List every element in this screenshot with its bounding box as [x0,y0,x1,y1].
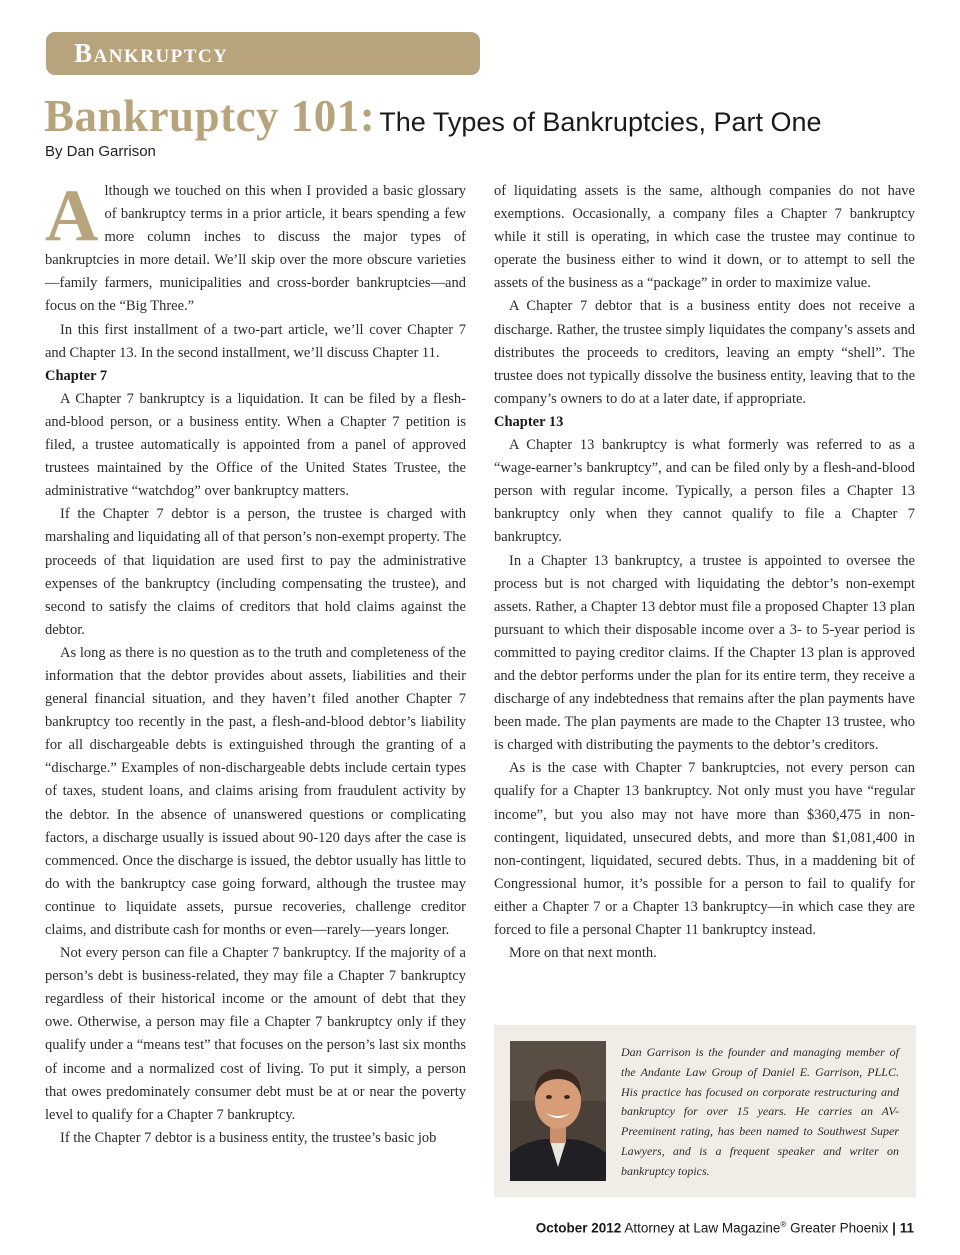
paragraph: As is the case with Chapter 7 bankruptcies, not every person can qualify for a Chapter 13 bankruptcy. Not only must you have “regular income”, but you also may not have more than $360,475 in non-contingent, liquidated, unsecured debts, and more than $1,081,400 in non-contingent, liquidated, secured debts. Thus, in a maddening bit of Congressional humor, it’s possible for a person to fail to qualify for either a Chapter 7 or a Chapter 13 bankruptcy—in which case they are forced to file a personal Chapter 11 bankruptcy instead. [494,760,915,938]
column-left [45,175,466,1150]
dropcap: A [45,175,99,257]
author-bio-box [494,1025,916,1197]
paragraph: If the Chapter 7 debtor is a business entity, the trustee’s basic job [60,1129,437,1146]
headline [44,90,822,142]
paragraph-intro [45,175,466,319]
paragraph: A Chapter 7 bankruptcy is a liquidation. It can be filed by a flesh-and-blood person, or a business entity. When a Chapter 7 petition is filed, a trustee automatically is appointed from a panel of approved trustees maintained by the Office of the United States Trustee, the administrative “watchdog” over bankruptcy matters. [45,390,466,500]
author-photo [510,1041,606,1181]
headline-main: Bankruptcy 101: [44,91,376,141]
section-label: Bankruptcy [74,38,229,68]
headline-sub: The Types of Bankruptcies, Part One [379,107,822,137]
page-footer [536,1220,914,1236]
registered-mark: ® [780,1220,787,1229]
paragraph-continued: of liquidating assets is the same, although companies do not have exemptions. Occasionally, a company files a Chapter 7 bankruptcy while it still is operating, in which case the trustee may continue to operate the business either to wind it down, or to attempt to sell the assets of the business as a “package” in order to maximize value. [494,183,915,292]
paragraph: If the Chapter 7 debtor is a person, the trustee is charged with marshaling and liquidating all of that person’s non-exempt property. The proceeds of that liquidation are used first to pay the administrative expenses of the bankruptcy (including compensating the trustee), and second to satisfy the claims of creditors that hold claims against the debtor. [45,506,466,638]
issue-date: October 2012 [535,1220,622,1236]
paragraph: In a Chapter 13 bankruptcy, a trustee is appointed to oversee the process but is not charged with liquidating the debtor’s non-exempt assets. Rather, a Chapter 13 debtor must file a proposed Chapter 13 plan pursuant to which their disposable income over a 3- to 5-year period is committed to paying creditor claims. If the Chapter 13 plan is approved and the debtor performs under the plan for its entire term, they receive a discharge of any indebtedness that remains after the plan payments have been made. The plan payments are made to the Chapter 13 trustee, who is charged with distributing the payments to the debtor’s creditors. [494,552,915,754]
paragraph: A Chapter 13 bankruptcy is what formerly was referred to as a “wage-earner’s bankruptcy”, and can be filed only by a flesh-and-blood person with regular income. Typically, a person files a Chapter 13 bankruptcy only when they cannot qualify to file a Chapter 7 bankruptcy. [494,437,915,546]
heading-chapter-13: Chapter 13 [494,413,564,430]
heading-chapter-7: Chapter 7 [45,367,108,384]
footer-separator: | [892,1220,896,1236]
author-bio: Dan Garrison is the founder and managing member of the Andante Law Group of Daniel E. Garrison, PLLC. His practice has focused on corporate restructuring and bankruptcy for over 15 years. He carries an AV-Preeminent rating, has been named to Southwest Super Lawyers, and is a frequent speaker and writer on bankruptcy topics. [621,1045,899,1178]
paragraph: As long as there is no question as to the truth and completeness of the information that the debtor provides about assets, liabilities and their general financial situation, and they haven’t filed another Chapter 7 bankruptcy too recently in the past, a flesh-and-blood debtor’s liability for all dischargeable debts is extinguished through the granting of a “discharge.” Examples of non-dischargeable debts include certain types of taxes, student loans, and claims arising from fraudulent activity by the debtor. In the absence of unanswered questions or complicating factors, a discharge usually is issued about 90-120 days after the case is commenced. Once the discharge is issued, the debtor usually has little to do with the bankruptcy case going forward, although the trustee may continue to liquidate assets, pursue recoveries, challenge creditor claims, and distribute cash for months or even—rarely—years longer. [45,644,466,938]
byline: By Dan Garrison [45,143,156,160]
paragraph: A Chapter 7 debtor that is a business entity does not receive a discharge. Rather, the trustee simply liquidates the company’s assets and distributes the proceeds to creditors, leaving an empty “shell”. The trustee does not typically dissolve the business entity, leaving that to the company’s owners to do at a later date, if appropriate. [494,298,915,407]
page-number: 11 [899,1220,914,1236]
paragraph: Not every person can file a Chapter 7 bankruptcy. If the majority of a person’s debt is business-related, they may file a Chapter 7 bankruptcy regardless of their historical income or the amount of debt that they owe. Otherwise, a person may file a Chapter 7 bankruptcy only if they qualify under a “means test” that focuses on the person’s last six months of income and a normalized cost of living. To put it simply, a person that owes predominately consumer debt must be at or near the poverty level to qualify for a Chapter 7 bankruptcy. [45,945,466,1123]
section-banner [46,32,480,75]
magazine-name: Attorney at Law Magazine [624,1220,781,1236]
author-portrait-icon [510,1041,606,1181]
paragraph: In this first installment of a two-part article, we’ll cover Chapter 7 and Chapter 13. In the second installment, we’ll discuss Chapter 11. [45,321,466,361]
edition-name: Greater Phoenix [790,1220,889,1236]
column-right [494,180,915,965]
paragraph: More on that next month. [509,945,657,962]
intro-text: lthough we touched on this when I provided a basic glossary of bankruptcy terms in a prior article, it bears spending a few more column inches to discuss the major types of bankruptcies in more detail. We’ll skip over the more obscure varieties—family farmers, municipalities and cross-border bankruptcies—and focus on the “Big Three.” [45,183,466,315]
